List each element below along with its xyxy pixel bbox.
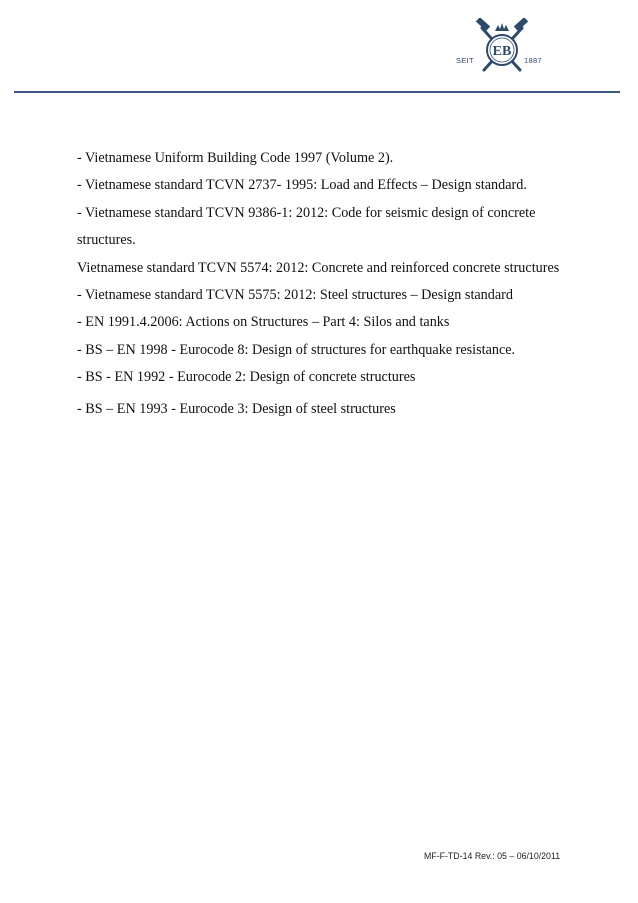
standards-list-item: - EN 1991.4.2006: Actions on Structures – Part 4: Silos and tanks (77, 314, 450, 331)
standards-list-item: - BS – EN 1993 - Eurocode 3: Design of steel structures (77, 400, 396, 417)
document-reference: MF-F-TD-14 Rev.: 05 – 06/10/2011 (424, 851, 561, 861)
logo-seit-text: SEIT (456, 56, 474, 65)
standards-list (77, 148, 577, 426)
standards-list-item: - Vietnamese standard TCVN 9386-1: 2012: Code for seismic design of concrete (77, 204, 536, 221)
header-divider (14, 91, 620, 93)
crossed-hammers-crest-logo-icon (474, 18, 530, 78)
company-logo (450, 18, 560, 84)
standards-list-item: - Vietnamese Uniform Building Code 1997 (Volume 2). (77, 150, 394, 166)
logo-year-text: 1887 (524, 56, 542, 65)
logo-monogram: EB (492, 44, 512, 59)
standards-list-item: - Vietnamese standard TCVN 2737- 1995: Load and Effects – Design standard. (77, 177, 527, 194)
standards-list-item: Vietnamese standard TCVN 5574: 2012: Concrete and reinforced concrete structures (77, 259, 560, 276)
standards-list-item: - BS – EN 1998 - Eurocode 8: Design of structures for earthquake resistance. (77, 341, 516, 358)
standards-list-item: - Vietnamese standard TCVN 5575: 2012: Steel structures – Design standard (77, 286, 513, 303)
page-header (0, 0, 638, 96)
standards-list-item: structures. (77, 232, 136, 249)
standards-list-item: - BS - EN 1992 - Eurocode 2: Design of concrete structures (77, 369, 416, 386)
